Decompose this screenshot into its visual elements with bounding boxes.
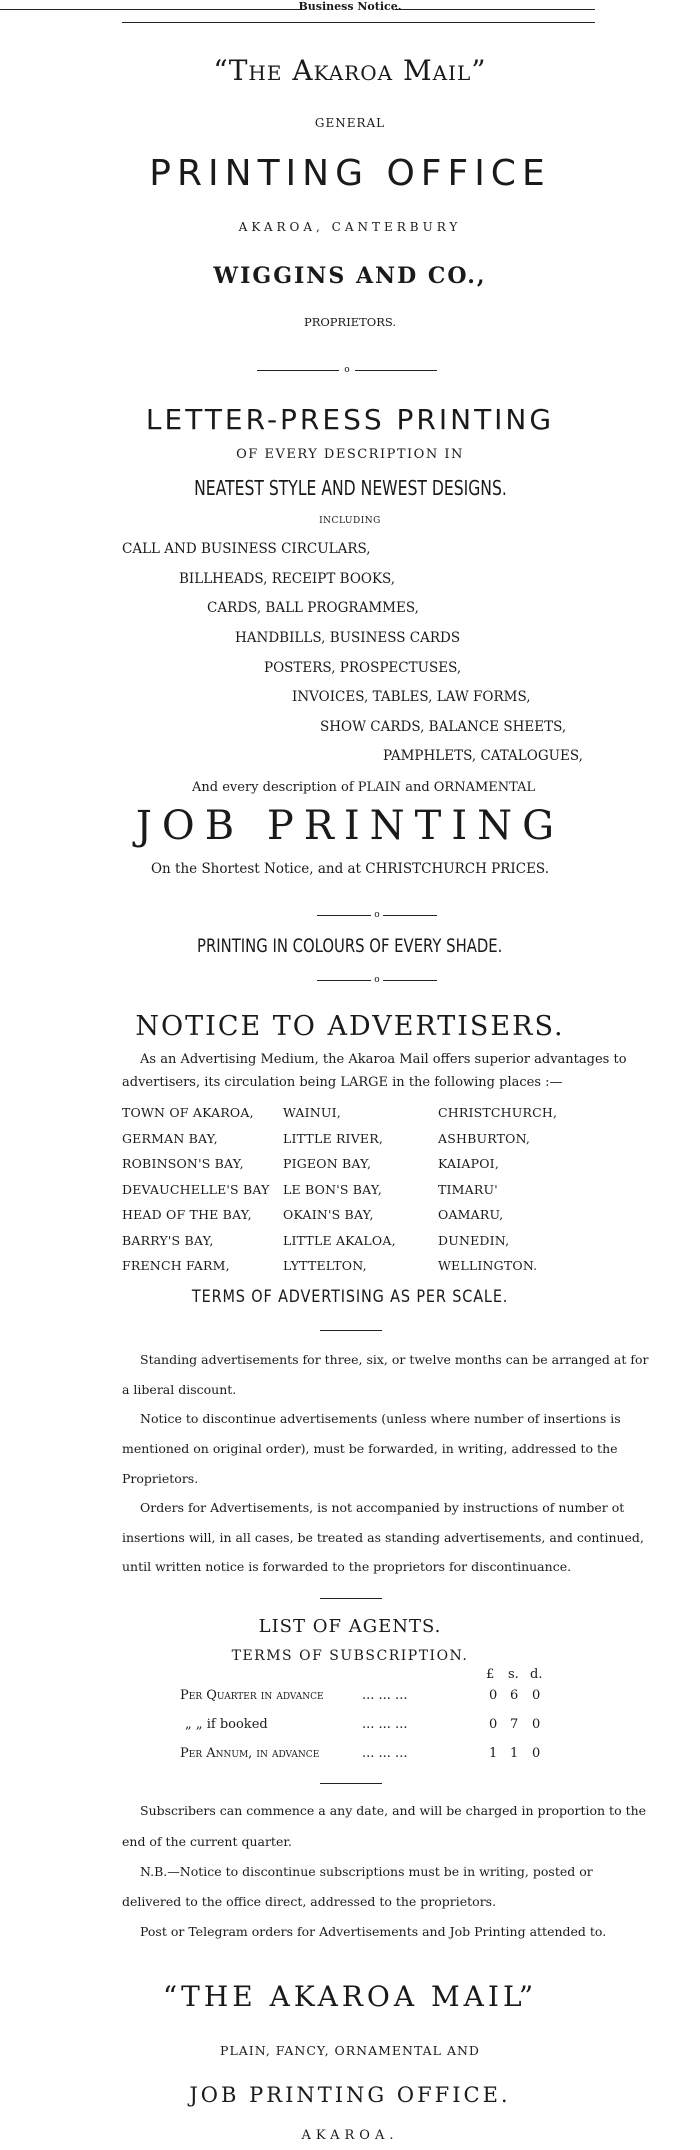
subscription-label: Per Quarter in advance <box>180 1688 324 1703</box>
advertisers-para-3c: until written notice is forwarded to the proprietors for discontinuance. <box>122 1559 572 1574</box>
advertisers-para-3a: Orders for Advertisements, is not accompanied by instructions of number ot <box>140 1500 625 1515</box>
subscription-label: Per Annum, in advance <box>180 1746 320 1761</box>
place-name: KAIAPOI, <box>438 1156 499 1171</box>
place-name: BARRY'S BAY, <box>122 1232 214 1248</box>
currency-pound: £ <box>486 1667 495 1682</box>
header-rule-bottom <box>122 22 595 23</box>
agents-heading: LIST OF AGENTS. <box>258 1616 442 1637</box>
advertisers-para-1b: a liberal discount. <box>122 1382 237 1397</box>
place-name: ASHBURTON, <box>438 1130 531 1146</box>
letterpress-item: POSTERS, PROSPECTUSES, <box>264 660 462 676</box>
advertisers-para-2c: Proprietors. <box>122 1471 199 1486</box>
advertisers-heading: NOTICE TO ADVERTISERS. <box>135 1011 565 1042</box>
places-column-2 <box>283 1100 396 1279</box>
masthead-office: PRINTING OFFICE <box>149 153 551 194</box>
footer-title: “THE AKAROA MAIL” <box>162 1980 538 2013</box>
letterpress-item: CALL AND BUSINESS CIRCULARS, <box>122 541 371 557</box>
place-name: CHRISTCHURCH, <box>438 1105 558 1120</box>
subscription-shillings: 7 <box>510 1717 519 1732</box>
subscription-pounds: 0 <box>489 1688 498 1703</box>
place-name: TIMARU' <box>438 1181 498 1197</box>
subscription-pence: 0 <box>532 1688 541 1703</box>
currency-pence: d. <box>530 1667 543 1682</box>
ornament-divider-3: o <box>317 975 437 987</box>
agents-para-1a: Subscribers can commence a any date, and will be charged in proportion to the <box>140 1803 647 1818</box>
place-name: DEVAUCHELLE'S BAY <box>122 1181 270 1197</box>
letterpress-style-wrap <box>0 476 700 500</box>
subscription-dots: ... ... ... <box>362 1717 408 1732</box>
advertisers-para-3b: insertions will, in all cases, be treated as standing advertisements, and continued, <box>122 1530 644 1545</box>
place-name: WAINUI, <box>283 1105 341 1120</box>
place-name: ROBINSON'S BAY, <box>122 1156 244 1171</box>
place-name: HEAD OF THE BAY, <box>122 1207 252 1222</box>
letterpress-heading: LETTER-PRESS PRINTING <box>145 403 555 436</box>
place-name: PIGEON BAY, <box>283 1156 372 1171</box>
currency-shillings: s. <box>508 1667 519 1682</box>
subscription-pence: 0 <box>532 1746 541 1761</box>
agents-para-3: Post or Telegram orders for Advertisements and Job Printing attended to. <box>140 1924 607 1939</box>
advertising-terms: TERMS OF ADVERTISING AS PER SCALE. <box>191 1287 509 1307</box>
terms-rule <box>320 1330 382 1331</box>
letterpress-item: HANDBILLS, BUSINESS CARDS <box>235 630 461 646</box>
place-name: DUNEDIN, <box>438 1232 510 1248</box>
agents-terms: TERMS OF SUBSCRIPTION. <box>231 1648 469 1664</box>
advertising-terms-wrap <box>0 1287 700 1307</box>
masthead-location: AKAROA, CANTERBURY <box>238 220 462 234</box>
ornament-divider-2: o <box>317 910 437 922</box>
place-name: LYTTELTON, <box>283 1258 367 1273</box>
subscription-label: „ „ if booked <box>185 1717 268 1732</box>
agents-rule-bottom <box>320 1783 382 1784</box>
place-name: OKAIN'S BAY, <box>283 1207 374 1222</box>
masthead-proprietors-label: PROPRIETORS. <box>303 315 397 329</box>
advertisers-intro-1: As an Advertising Medium, the Akaroa Mail offers superior advantages to <box>140 1052 627 1067</box>
advertisers-intro-2: advertisers, its circulation being LARGE in the following places :— <box>122 1075 563 1090</box>
agents-rule-top <box>320 1598 382 1599</box>
advertisers-para-2a: Notice to discontinue advertisements (unless where number of insertions is <box>140 1411 621 1426</box>
place-name: FRENCH FARM, <box>122 1258 230 1273</box>
page-header <box>0 0 700 13</box>
place-name: WELLINGTON. <box>438 1258 538 1273</box>
advertisers-para-1a: Standing advertisements for three, six, or twelve months can be arranged at for <box>140 1352 649 1367</box>
letterpress-plain-line: And every description of PLAIN and ORNAMENTAL <box>192 780 536 795</box>
subscription-shillings: 1 <box>510 1746 519 1761</box>
footer-place: AKAROA. <box>301 2128 399 2143</box>
letterpress-item: SHOW CARDS, BALANCE SHEETS, <box>320 719 567 735</box>
letterpress-job: JOB PRINTING <box>135 803 565 849</box>
header-title: Business Notice. <box>298 0 402 13</box>
masthead-general: GENERAL <box>314 116 386 130</box>
footer-line: PLAIN, FANCY, ORNAMENTAL AND <box>220 2043 480 2058</box>
places-column-3 <box>438 1100 557 1279</box>
advertisers-para-2b: mentioned on original order), must be forwarded, in writing, addressed to the <box>122 1441 618 1456</box>
letterpress-sub: OF EVERY DESCRIPTION IN <box>236 447 464 462</box>
masthead-title: “The Akaroa Mail” <box>213 54 487 87</box>
subscription-dots: ... ... ... <box>362 1746 408 1761</box>
masthead-proprietor-name: WIGGINS AND CO., <box>213 263 487 289</box>
subscription-pounds: 0 <box>489 1717 498 1732</box>
place-name: OAMARU, <box>438 1207 504 1222</box>
place-name: LE BON'S BAY, <box>283 1181 382 1197</box>
agents-para-2b: delivered to the office direct, addressed to the proprietors. <box>122 1894 497 1909</box>
letterpress-item: CARDS, BALL PROGRAMMES, <box>207 600 419 616</box>
letterpress-notice-line: On the Shortest Notice, and at CHRISTCHURCH PRICES. <box>150 861 549 877</box>
footer-office: JOB PRINTING OFFICE. <box>189 2083 511 2107</box>
places-column-1 <box>122 1100 270 1279</box>
place-name: GERMAN BAY, <box>122 1130 218 1146</box>
ornament-divider-1: o <box>257 365 437 377</box>
subscription-shillings: 6 <box>510 1688 519 1703</box>
letterpress-including: INCLUDING <box>319 516 381 526</box>
letterpress-item: PAMPHLETS, CATALOGUES, <box>383 748 583 764</box>
place-name: TOWN OF AKAROA, <box>122 1105 254 1120</box>
subscription-pence: 0 <box>532 1717 541 1732</box>
place-name: LITTLE AKALOA, <box>283 1232 396 1248</box>
letterpress-item: INVOICES, TABLES, LAW FORMS, <box>292 689 531 705</box>
subscription-dots: ... ... ... <box>362 1688 408 1703</box>
letterpress-style: NEATEST STYLE AND NEWEST DESIGNS. <box>193 476 507 500</box>
agents-para-1b: end of the current quarter. <box>122 1834 292 1849</box>
letterpress-colours-wrap <box>0 935 700 957</box>
subscription-pounds: 1 <box>489 1746 498 1761</box>
place-name: LITTLE RIVER, <box>283 1130 384 1146</box>
letterpress-item: BILLHEADS, RECEIPT BOOKS, <box>179 571 396 587</box>
letterpress-colours: PRINTING IN COLOURS OF EVERY SHADE. <box>197 935 503 957</box>
agents-para-2a: N.B.—Notice to discontinue subscriptions must be in writing, posted or <box>140 1864 593 1879</box>
